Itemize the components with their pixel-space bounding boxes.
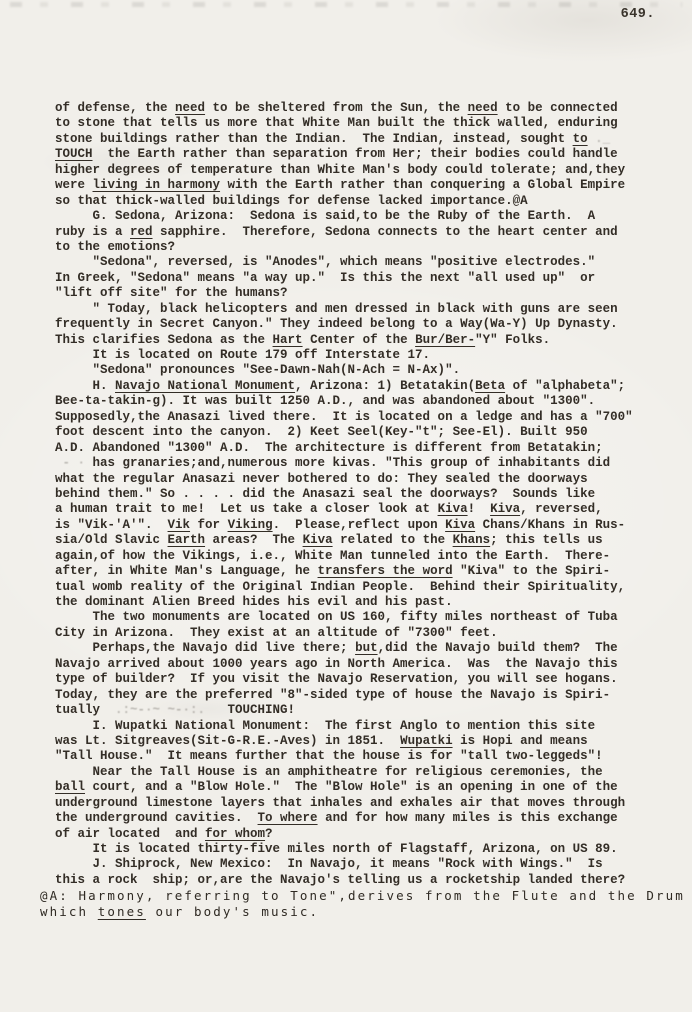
text-segment: @A: Harmony, referring to Tone",derives from the Flute and the Drum — [40, 888, 685, 904]
text-segment: the dominant Alien Breed hides his evil and his past. — [55, 595, 453, 609]
underlined-text: Kiva — [490, 502, 521, 517]
text-line — [55, 379, 661, 394]
page-text — [40, 101, 685, 919]
text-line — [55, 441, 661, 456]
text-segment: , reversed, — [520, 502, 603, 517]
text-segment: TOUCHING! — [212, 703, 296, 718]
text-line — [55, 302, 661, 317]
underlined-text: Khans — [452, 533, 491, 548]
text-segment: again,of how the Vikings, i.e., White Man tunneled into the Earth. There- — [55, 548, 611, 563]
underlined-text: red — [130, 224, 153, 239]
text-line — [55, 116, 661, 131]
text-segment: the Earth rather than separation from Her; their bodies could handle — [92, 147, 618, 162]
text-segment: areas? The — [205, 533, 303, 548]
text-line — [55, 317, 661, 332]
text-line — [55, 765, 661, 780]
text-line — [55, 749, 661, 764]
text-line — [40, 888, 685, 904]
text-line — [55, 456, 661, 471]
text-line — [55, 780, 661, 795]
text-segment: related to the — [332, 533, 453, 548]
text-segment: ruby is a — [55, 224, 131, 239]
text-line — [55, 734, 661, 749]
text-segment: foot descent into the canyon. 2) Keet Seel(Key-"t"; See-El). Built 950 — [55, 425, 588, 440]
text-segment: type of builder? If you visit the Navajo Reservation, you will see hogans. — [55, 672, 618, 687]
text-segment: I. Wupatki National Monument: The first Anglo to mention this site — [55, 718, 596, 733]
text-line — [55, 641, 661, 656]
text-segment: "Y" Folks. — [475, 332, 551, 347]
text-segment: J. Shiprock, New Mexico: In Navajo, it means "Rock with Wings." Is — [55, 857, 603, 872]
text-segment: after, in White Man's Language, he — [55, 564, 318, 579]
text-segment: "Kiva" to the Spiri- — [452, 564, 611, 579]
underlined-text: Kiva — [302, 533, 333, 548]
text-segment: G. Sedona, Arizona: Sedona is said,to be the Ruby of the Earth. A — [55, 209, 596, 224]
text-segment: "lift off site" for the humans? — [55, 286, 288, 301]
text-segment: is "Vik-'A'". — [55, 517, 168, 532]
text-line — [55, 132, 661, 147]
text-line — [40, 904, 661, 919]
text-segment: with the Earth rather than conquering a Global Empire — [220, 178, 626, 193]
text-line — [55, 502, 661, 517]
text-segment: our body's music. — [145, 903, 320, 919]
underlined-text: Wupatki — [400, 733, 453, 748]
text-line — [55, 719, 661, 734]
text-segment: Chans/Khans in Rus- — [475, 517, 626, 532]
underlined-text: for whom — [205, 826, 266, 841]
text-line — [55, 271, 661, 286]
text-segment: "Sedona" pronounces "See-Dawn-Nah(N-Ach = N-Ax)". — [55, 363, 461, 378]
text-line — [55, 549, 661, 564]
text-segment: of air located and — [55, 826, 206, 841]
text-segment: to the emotions? — [55, 239, 176, 254]
text-segment: which — [40, 903, 98, 919]
page-number: 649. — [620, 7, 655, 22]
text-segment: is Hopi and means — [452, 733, 588, 748]
underlined-text: Bur/Ber- — [415, 332, 476, 347]
text-segment: City in Arizona. They exist at an altitude of "7300" feet. — [55, 625, 498, 640]
text-segment: was Lt. Sitgreaves(Sit-G-R.E.-Aves) in 1851. — [55, 733, 401, 748]
text-line — [55, 811, 661, 826]
text-line — [55, 147, 661, 162]
underlined-text: need — [175, 101, 206, 115]
text-line — [55, 225, 661, 240]
text-segment: this a rock ship; or,are the Navajo's telling us a rocketship landed there? — [55, 872, 626, 887]
bleedthrough-marks — [10, 2, 682, 7]
underlined-text: Hart — [272, 332, 303, 347]
text-line — [55, 163, 661, 178]
text-line — [55, 842, 661, 857]
erased-smudge: - · — [55, 456, 93, 471]
text-line — [55, 286, 661, 301]
text-line — [55, 101, 661, 116]
text-line — [55, 873, 661, 888]
text-line — [55, 194, 661, 209]
text-segment: what the regular Anasazi never bothered to do: They sealed the doorways — [55, 471, 588, 486]
text-segment: were — [55, 178, 93, 193]
text-segment: to stone that tells us more that White Man built the thick walled, enduring — [55, 116, 618, 131]
underlined-text: Earth — [167, 533, 206, 548]
text-line — [55, 333, 661, 348]
text-segment: The two monuments are located on US 160, fifty miles northeast of Tuba — [55, 610, 618, 625]
text-segment: a human trait to me! Let us take a closer look at — [55, 502, 438, 517]
text-segment: tual womb reality of the Original Indian People. Behind their Spirituality, — [55, 579, 626, 594]
text-line — [55, 533, 661, 548]
underlined-text: Viking — [227, 517, 273, 532]
text-segment: the underground cavities. — [55, 811, 258, 826]
erased-smudge: .:~-·~ ~-·:. — [107, 703, 213, 718]
text-line — [55, 410, 661, 425]
text-segment: Bee-ta-takin-g). It was built 1250 A.D., and was abandoned about "1300". — [55, 394, 596, 409]
text-line — [55, 348, 661, 363]
underlined-text: Kiva — [437, 502, 468, 517]
text-line — [55, 487, 661, 502]
text-segment: sia/Old Slavic — [55, 533, 168, 548]
text-line — [55, 209, 661, 224]
text-line — [55, 703, 661, 718]
text-segment: . Please,reflect upon — [272, 517, 446, 532]
text-segment: Center of the — [302, 332, 416, 347]
text-segment: frequently in Secret Canyon." They indeed belong to a Way(Wa-Y) Up Dynasty. — [55, 317, 618, 332]
text-segment: ! — [467, 502, 491, 517]
text-line — [55, 626, 661, 641]
text-line — [55, 827, 661, 842]
underlined-text: To where — [257, 811, 318, 826]
text-segment: stone buildings rather than the Indian. The Indian, instead, sought — [55, 131, 573, 146]
underlined-text: ball — [55, 780, 86, 795]
text-segment: ? — [265, 826, 273, 841]
underlined-text: TOUCH — [55, 147, 93, 162]
underlined-text: Kiva — [445, 517, 476, 532]
text-segment: ,did the Navajo build them? The — [377, 641, 618, 656]
text-segment: It is located on Route 179 off Interstate 17. — [55, 348, 431, 362]
text-segment: "Sedona", reversed, is "Anodes", which means "positive electrodes." — [55, 255, 596, 270]
text-line — [55, 425, 661, 440]
underlined-text: but — [355, 641, 378, 656]
text-line — [55, 363, 661, 378]
text-segment: , Arizona: 1) Betatakin( — [295, 378, 476, 393]
text-segment: behind them." So . . . . did the Anasazi seal the doorways? Sounds like — [55, 486, 596, 501]
underlined-text: tones — [97, 903, 146, 919]
text-line — [55, 580, 661, 595]
text-line — [55, 394, 661, 409]
underlined-text: to — [572, 131, 588, 146]
underlined-text: Vik — [167, 517, 191, 532]
text-segment: to be sheltered from the Sun, the — [205, 101, 468, 115]
underlined-text: need — [467, 101, 498, 115]
text-line — [55, 857, 661, 872]
text-segment: of defense, the — [55, 101, 176, 115]
text-line — [55, 688, 661, 703]
text-segment: " Today, black helicopters and men dressed in black with guns are seen — [55, 301, 618, 316]
text-segment: Navajo arrived about 1000 years ago in North America. Was the Navajo this — [55, 656, 618, 671]
text-line — [55, 240, 661, 255]
text-segment: has granaries;and,numerous more kivas. "This group of inhabitants did — [92, 456, 611, 471]
text-segment: of "alphabeta"; — [505, 378, 626, 393]
text-segment: Perhaps,the Navajo did live there; — [55, 641, 356, 656]
underlined-text: living in harmony — [92, 178, 221, 193]
underlined-text: transfers the word — [317, 564, 453, 579]
text-segment: This clarifies Sedona as the — [55, 332, 273, 347]
text-segment: court, and a "Blow Hole." The "Blow Hole" is an opening in one of the — [85, 780, 618, 795]
text-line — [55, 595, 661, 610]
text-segment: ; this tells us — [490, 533, 603, 548]
text-segment: and for how many miles is this exchange — [317, 811, 618, 826]
underlined-text: Beta — [475, 378, 506, 393]
text-line — [55, 255, 661, 270]
text-segment: so that thick-walled buildings for defense lacked importance.@A — [55, 193, 528, 208]
text-line — [55, 472, 661, 487]
text-segment: Near the Tall House is an amphitheatre for religious ceremonies, the — [55, 764, 603, 779]
text-segment: A.D. Abandoned "1300" A.D. The architecture is different from Betatakin; — [55, 440, 603, 455]
text-segment: higher degrees of temperature than White Man's body could tolerate; and,they — [55, 162, 626, 177]
text-segment: In Greek, "Sedona" means "a way up." Is this the next "all used up" or — [55, 270, 596, 285]
text-segment: underground limestone layers that inhales and exhales air that moves through — [55, 795, 626, 810]
text-line — [55, 178, 661, 193]
underlined-text: Navajo National Monument — [115, 378, 296, 393]
text-segment: to be connected — [497, 101, 618, 115]
text-segment: Today, they are the preferred "8"-sided type of house the Navajo is Spiri- — [55, 687, 611, 702]
text-line — [55, 672, 661, 687]
erased-smudge: ._ — [587, 131, 611, 146]
text-segment: sapphire. Therefore, Sedona connects to the heart center and — [152, 224, 618, 239]
text-line — [55, 657, 661, 672]
text-segment: Supposedly,the Anasazi lived there. It is located on a ledge and has a "700" — [55, 409, 633, 424]
text-segment: It is located thirty-five miles north of Flagstaff, Arizona, on US 89. — [55, 842, 618, 856]
text-line — [55, 518, 661, 533]
text-segment: "Tall House." It means further that the house is for "tall two-leggeds"! — [55, 749, 603, 764]
text-line — [55, 564, 661, 579]
text-line — [55, 610, 661, 625]
text-segment: tually — [55, 703, 108, 718]
text-line — [55, 796, 661, 811]
text-segment: H. — [55, 378, 116, 393]
text-segment: for — [190, 517, 228, 532]
